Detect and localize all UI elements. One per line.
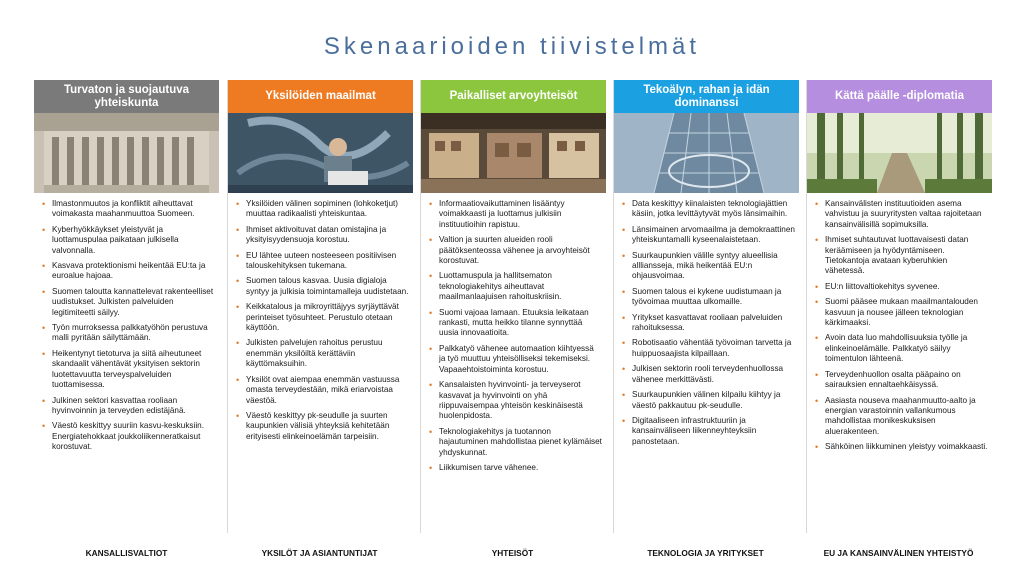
bullet-list <box>425 199 602 473</box>
list-item: • Aasiasta nouseva maahanmuutto-aalto ja energian varastoinnin vallankumous mahdollistaa monikeskuksisen aluerakenteen. <box>825 396 988 438</box>
scenario-header: Kättä päälle -diplomatia <box>807 80 992 113</box>
scenario-body <box>34 193 219 533</box>
list-item: • Luottamuspula ja hallitsematon teknologiakehitys aiheuttavat maailmanlaajuisen rahoituskriisin. <box>439 271 602 302</box>
scenario-column <box>420 80 606 533</box>
list-item: • Yksilöiden välinen sopiminen (lohkoketjut) muuttaa radikaalisti yhteiskuntaa. <box>246 199 409 220</box>
list-item: • Suurkaupunkien välille syntyy alueellisia allliansseja, mikä heikentää EU:n ohjausvoimaa. <box>632 251 795 282</box>
scenario-body <box>614 193 799 533</box>
scenario-column <box>227 80 413 533</box>
list-item: • Kansalaisten hyvinvointi- ja terveyserot kasvavat ja hyvinvointi on yhä riippuvaisempaa yhteisön keskinäisestä huolenpidosta. <box>439 380 602 422</box>
list-item: • Palkkatyö vähenee automaation kiihtyessä ja työ muuttuu yhteisölliseksi tekemiseksi. Vapaaehtoistoiminta korostuu. <box>439 344 602 375</box>
scenario-column <box>613 80 799 533</box>
list-item: • Kansainvälisten instituutioiden asema vahvistuu ja suuryritysten valtaa rajoitetaan kansainvälisillä sopimuksilla. <box>825 199 988 230</box>
scenario-body <box>807 193 992 533</box>
scenario-footer: EU JA KANSAINVÄLINEN YHTEISTYÖ <box>823 548 974 558</box>
scenario-column <box>34 80 219 533</box>
list-item: • Liikkumisen tarve vähenee. <box>439 463 602 473</box>
list-item: • Suurkaupunkien välinen kilpailu kiihtyy ja väestö pakkautuu pk-seudulle. <box>632 390 795 411</box>
bullet-list <box>811 199 988 453</box>
list-item: • EU:n liittovaltiokehitys syvenee. <box>825 282 988 292</box>
parliament-building-image <box>34 113 219 193</box>
list-item: • Avoin data luo mahdollisuuksia työlle ja elinkeinoelämälle. Palkkatyö säilyy toimentulon lähteenä. <box>825 333 988 364</box>
glass-skyscraper-image <box>614 113 799 193</box>
scenario-header: Paikalliset arvoyhteisöt <box>421 80 606 113</box>
page-title: Skenaarioiden tiivistelmät <box>323 33 701 60</box>
list-item: • Ilmastonmuutos ja konfliktit aiheuttavat voimakasta maahanmuuttoa Suomeen. <box>52 199 215 220</box>
list-item: • Sähköinen liikkuminen yleistyy voimakkaasti. <box>825 442 988 452</box>
list-item: • Suomi vajoaa lamaan. Etuuksia leikataan rankasti, mutta heikko tilanne synnyttää uusia innovaatioita. <box>439 308 602 339</box>
list-item: • Suomen talous ei kykene uudistumaan ja työvoimaa muuttaa ulkomaille. <box>632 287 795 308</box>
scenario-body <box>421 193 606 533</box>
scenario-column <box>806 80 992 533</box>
scenario-header: Tekoälyn, rahan ja idän dominanssi <box>614 80 799 113</box>
scenario-body <box>228 193 413 533</box>
bullet-list <box>618 199 795 447</box>
scenario-footer: KANSALLISVALTIOT <box>85 548 168 558</box>
bullet-list <box>232 199 409 442</box>
list-item: • Yksilöt ovat aiempaa enemmän vastuussa omasta terveydestään, mikä eriarvoistaa väestöä. <box>246 375 409 406</box>
scenario-footer: YHTEISÖT <box>491 548 534 558</box>
list-item: • Väestö keskittyy suuriin kasvu-keskuksiin. Energiatehokkaat joukkoliikenneratkaisut korostuvat. <box>52 421 215 452</box>
scenario-footer: YKSILÖT JA ASIANTUNTIJAT <box>261 548 378 558</box>
list-item: • Julkisten palvelujen rahoitus perustuu enemmän yksilöiltä kerättäviin käyttömaksuihin. <box>246 338 409 369</box>
list-item: • Ihmiset aktivoituvat datan omistajina ja yksityisyydensuoja korostuu. <box>246 225 409 246</box>
list-item: • Data keskittyy kiinalaisten teknologiajättien käsiin, jotka levittäytyvät myös länsimaihin. <box>632 199 795 220</box>
scenario-footer: TEKNOLOGIA JA YRITYKSET <box>647 548 764 558</box>
list-item: • Työn murroksessa palkkatyöhön perustuva malli pyritään säilyttämään. <box>52 323 215 344</box>
forest-road-image <box>807 113 992 193</box>
list-item: • Informaatiovaikuttaminen lisääntyy voimakkaasti ja luottamus julkisiin instituutioihin rapistuu. <box>439 199 602 230</box>
scenario-header: Turvaton ja suojautuva yhteiskunta <box>34 80 219 113</box>
list-item: • EU lähtee uuteen nosteeseen positiivisen talouskehityksen tukemana. <box>246 251 409 272</box>
list-item: • Julkisen sektorin rooli terveydenhuollossa vähenee merkittävästi. <box>632 364 795 385</box>
list-item: • Valtion ja suurten alueiden rooli päätöksenteossa vähenee ja arvoyhteisöt korostuvat. <box>439 235 602 266</box>
list-item: • Terveydenhuollon osalta pääpaino on sairauksien ennaltaehkäisyssä. <box>825 370 988 391</box>
person-with-laptop-image <box>228 113 413 193</box>
list-item: • Heikentynyt tietoturva ja siitä aiheutuneet skandaalit vähentävät yksityisen sektorin luotettavuutta terveyspalveluiden tuottamisessa. <box>52 349 215 391</box>
bullet-list <box>38 199 215 453</box>
list-item: • Länsimainen arvomaailma ja demokraattinen yhteiskuntamalli kyseenalaistetaan. <box>632 225 795 246</box>
list-item: • Digitaaliseen infrastruktuuriin ja kansainväliseen liikenneyhteyksiin panostetaan. <box>632 416 795 447</box>
list-item: • Suomi pääsee mukaan maailmantalouden kasvuun ja nousee jälleen teknologian kärkimaaksi. <box>825 297 988 328</box>
list-item: • Väestö keskittyy pk-seudulle ja suurten kaupunkien välisiä yhteyksiä kehitetään erityisesti elinkeinoelämän tarpeisiin. <box>246 411 409 442</box>
list-item: • Robotisaatio vähentää työvoiman tarvetta ja huippuosaajista kilpaillaan. <box>632 338 795 359</box>
list-item: • Ihmiset suhtautuvat luottavaisesti datan keräämiseen ja hyödyntämiseen. Tietokantoja avataan kyberuhkien vähetessä. <box>825 235 988 277</box>
list-item: • Suomen taloutta kannattelevat rakenteelliset uudistukset. Julkisten palveluiden legitimiteetti säilyy. <box>52 287 215 318</box>
local-shop-storefront-image <box>421 113 606 193</box>
list-item: • Teknologiakehitys ja tuotannon hajautuminen mahdollistaa pienet kylämäiset yhdyskunnat. <box>439 427 602 458</box>
list-item: • Yritykset kasvattavat rooliaan palveluiden rahoituksessa. <box>632 313 795 334</box>
list-item: • Kasvava protektionismi heikentää EU:ta ja euroalue hajoaa. <box>52 261 215 282</box>
list-item: • Suomen talous kasvaa. Uusia digialoja syntyy ja julkisia toimintamalleja uudistetaan. <box>246 276 409 297</box>
list-item: • Julkinen sektori kasvattaa rooliaan hyvinvoinnin ja terveyden edistäjänä. <box>52 396 215 417</box>
list-item: • Keikkatalous ja mikroyrittäjyys syrjäyttävät perinteiset työsuhteet. Perustulo otetaan käyttöön. <box>246 302 409 333</box>
scenario-header: Yksilöiden maailmat <box>228 80 413 113</box>
list-item: • Kyberhyökkäykset yleistyvät ja luottamuspulaa paikataan julkisella valvonnalla. <box>52 225 215 256</box>
